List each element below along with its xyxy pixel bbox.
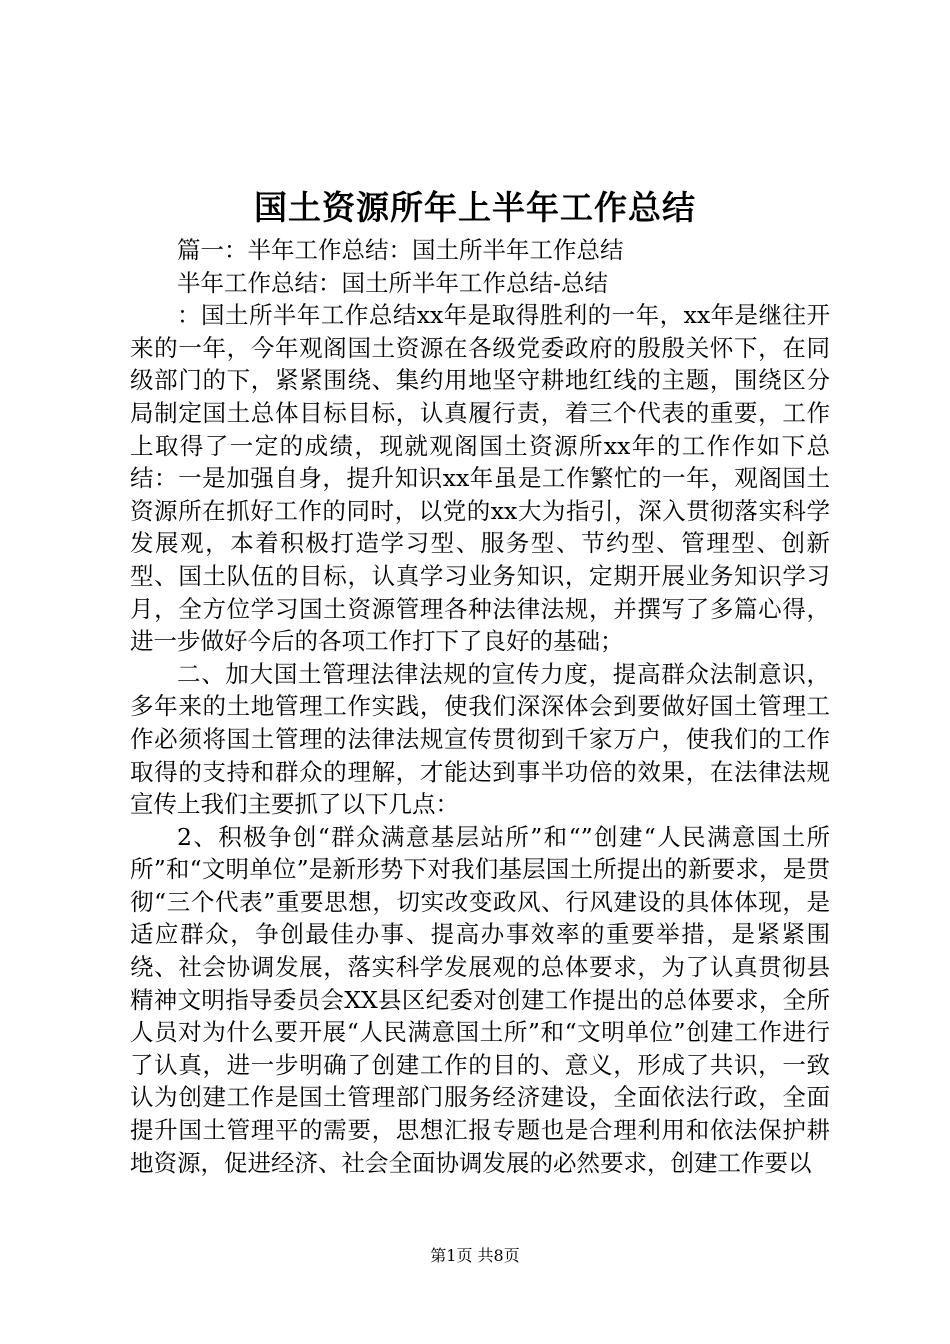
paragraph-body-3: 2、积极争创“群众满意基层站所”和“”创建“人民满意国土所所”和“文明单位”是新形势下对我们基层国土所提出的新要求，是贯彻“三个代表”重要思想，切实改变政风、行风建设的具体体现，是适应群众，争创最佳办事、提高办事效率的重要举措，是紧紧围绕、社会协调发展，落实科学发展观的总体要求，为了认真贯彻县精神文明指导委员会XX县区纪委对创建工作提出的总体要求，全所人员对为什么要开展“人民满意国土所”和“文明单位”创建工作进行了认真，进一步明确了创建工作的目的、意义，形成了共识，一致认为创建工作是国土管理部门服务经济建设，全面依法行政，全面提升国土管理平的需要，思想汇报专题也是合理利用和依法保护耕地资源，促进经济、社会全面协调发展的必然要求，创建工作要以 <box>130 822 830 1177</box>
paragraph-heading-1: 篇一：半年工作总结：国土所半年工作总结 <box>177 236 624 264</box>
paragraph-body-2: 二、加大国土管理法律法规的宣传力度，提高群众法制意识，多年来的土地管理工作实践，使我们深深体会到要做好国土管理工作必须将国土管理的法律法规宣传贯彻到千家万户，使我们的工作取得的支持和群众的理解，才能达到事半功倍的效果，在法律法规宣传上我们主要抓了以下几点： <box>130 659 830 819</box>
paragraph-body-1: ：国土所半年工作总结xx年是取得胜利的一年，xx年是继往开来的一年，今年观阁国土资源在各级党委政府的殷殷关怀下，在同级部门的下，紧紧围绕、集约用地坚守耕地红线的主题，围绕区分局制定国土总体目标目标，认真履行责，着三个代表的重要，工作上取得了一定的成绩，现就观阁国土资源所xx年的工作作如下总结：一是加强自身，提升知识xx年虽是工作繁忙的一年，观阁国土资源所在抓好工作的同时，以党的xx大为指引，深入贯彻落实科学发展观，本着积极打造学习型、服务型、节约型、管理型、创新型、国土队伍的目标，认真学习业务知识，定期开展业务知识学习月，全方位学习国土资源管理各种法律法规，并撰写了多篇心得，进一步做好今后的各项工作打下了良好的基础； <box>130 301 830 656</box>
page-footer: 第1页 共8页 <box>430 1246 520 1265</box>
document-title: 国土资源所年上半年工作总结 <box>254 188 696 227</box>
document-body <box>130 234 830 1179</box>
paragraph-heading-2: 半年工作总结：国土所半年工作总结-总结 <box>177 268 608 297</box>
